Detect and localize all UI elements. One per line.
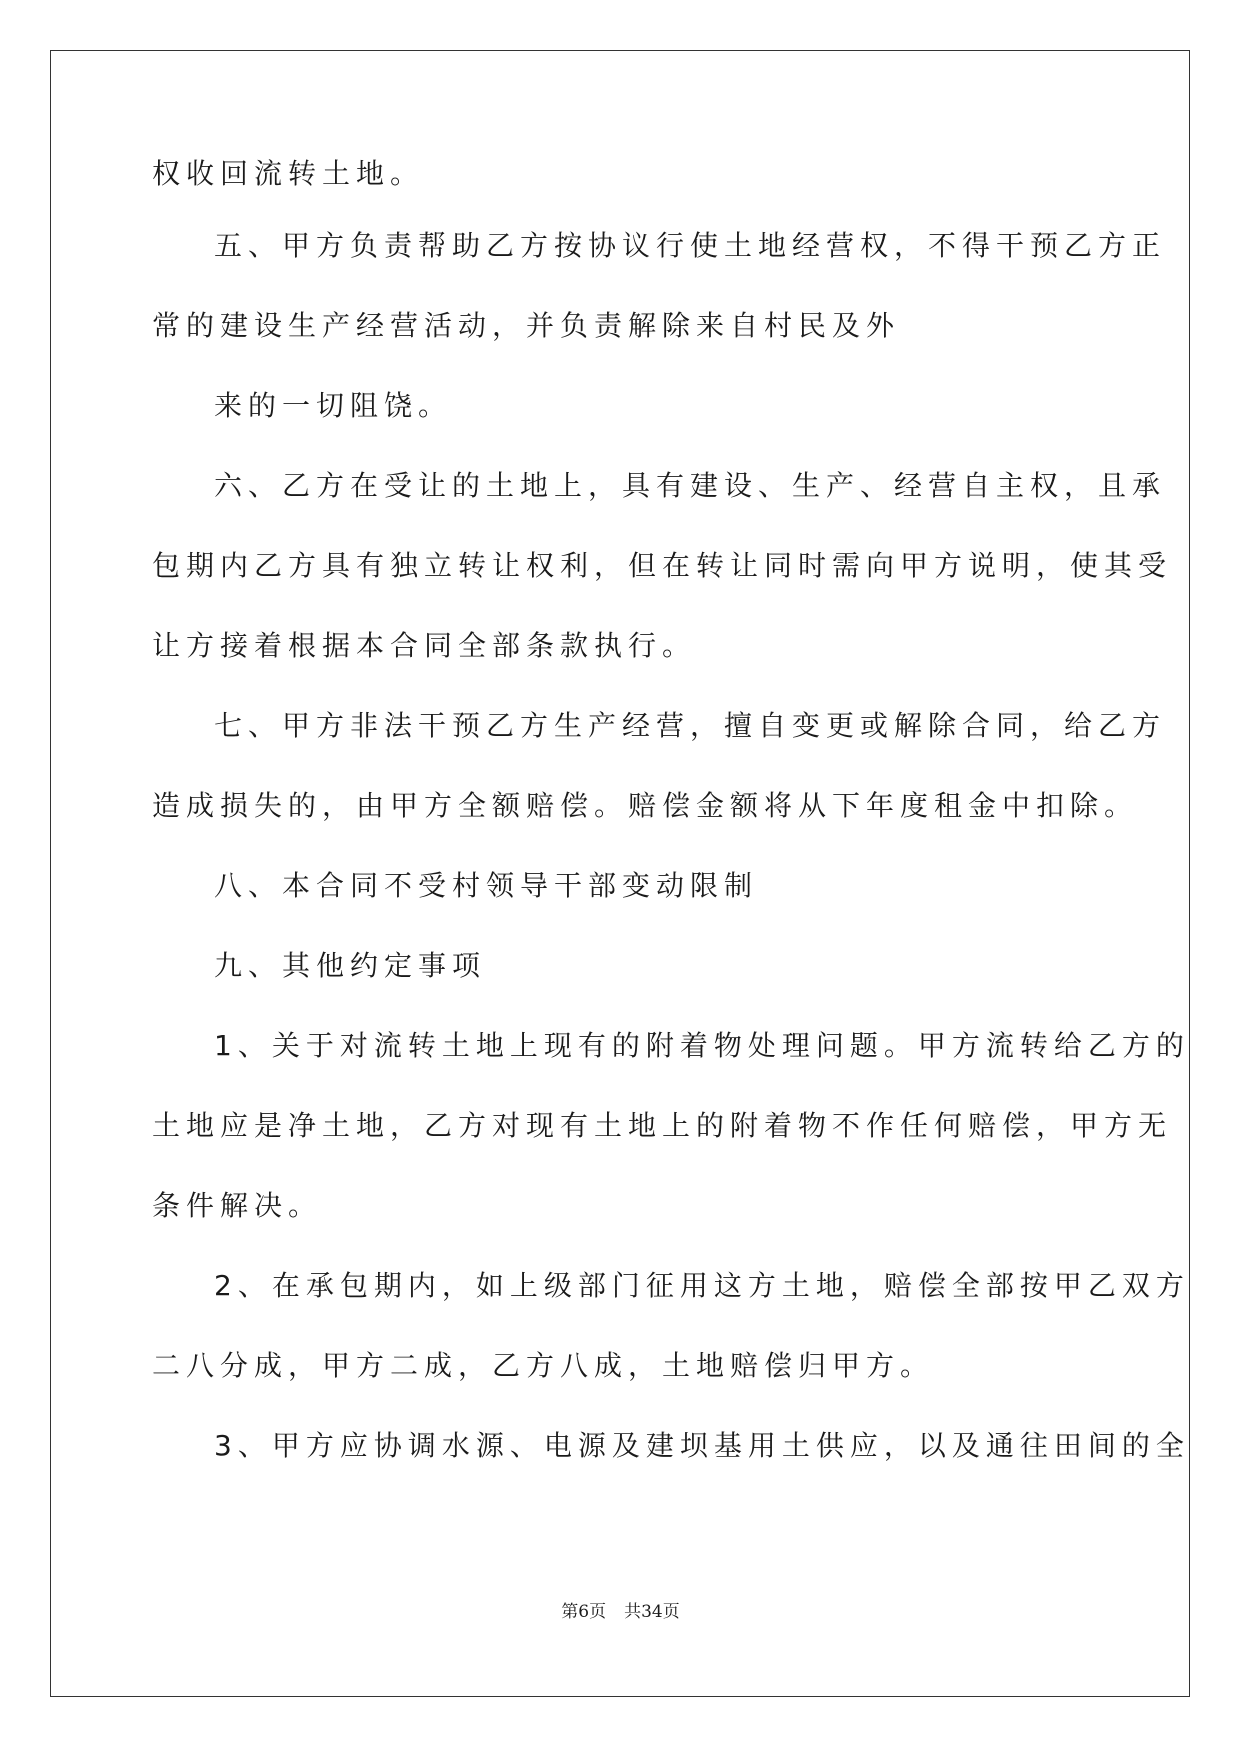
- paragraph-line: 九、其他约定事项: [214, 949, 487, 982]
- paragraph-line: 让方接着根据本合同全部条款执行。: [152, 629, 697, 662]
- paragraph-line: 七、甲方非法干预乙方生产经营，擅自变更或解除合同，给乙方: [214, 709, 1167, 742]
- paragraph-line: 权收回流转土地。: [152, 157, 425, 190]
- paragraph-line: 条件解决。: [152, 1189, 323, 1222]
- paragraph-line: 来的一切阻饶。: [214, 389, 453, 422]
- paragraph-line: 2、在承包期内，如上级部门征用这方土地，赔偿全部按甲乙双方: [214, 1269, 1190, 1302]
- paragraph-line: 六、乙方在受让的土地上，具有建设、生产、经营自主权，且承: [214, 469, 1167, 502]
- paragraph-line: 造成损失的，由甲方全额赔偿。赔偿金额将从下年度租金中扣除。: [152, 789, 1139, 822]
- paragraph-line: 3、甲方应协调水源、电源及建坝基用土供应，以及通往田间的全: [214, 1429, 1190, 1462]
- page-number: 第6页: [561, 1602, 607, 1622]
- page-footer: [0, 1600, 1241, 1624]
- paragraph-line: 土地应是净土地，乙方对现有土地上的附着物不作任何赔偿，甲方无: [152, 1109, 1173, 1142]
- page-total: 共34页: [624, 1602, 680, 1622]
- paragraph-line: 常的建设生产经营活动，并负责解除来自村民及外: [152, 309, 901, 342]
- paragraph-line: 五、甲方负责帮助乙方按协议行使土地经营权，不得干预乙方正: [214, 229, 1167, 262]
- paragraph-line: 二八分成，甲方二成，乙方八成，土地赔偿归甲方。: [152, 1349, 935, 1382]
- paragraph-line: 包期内乙方具有独立转让权利，但在转让同时需向甲方说明，使其受: [152, 549, 1173, 582]
- paragraph-line: 八、本合同不受村领导干部变动限制: [214, 869, 759, 902]
- paragraph-line: 1、关于对流转土地上现有的附着物处理问题。甲方流转给乙方的: [214, 1029, 1190, 1062]
